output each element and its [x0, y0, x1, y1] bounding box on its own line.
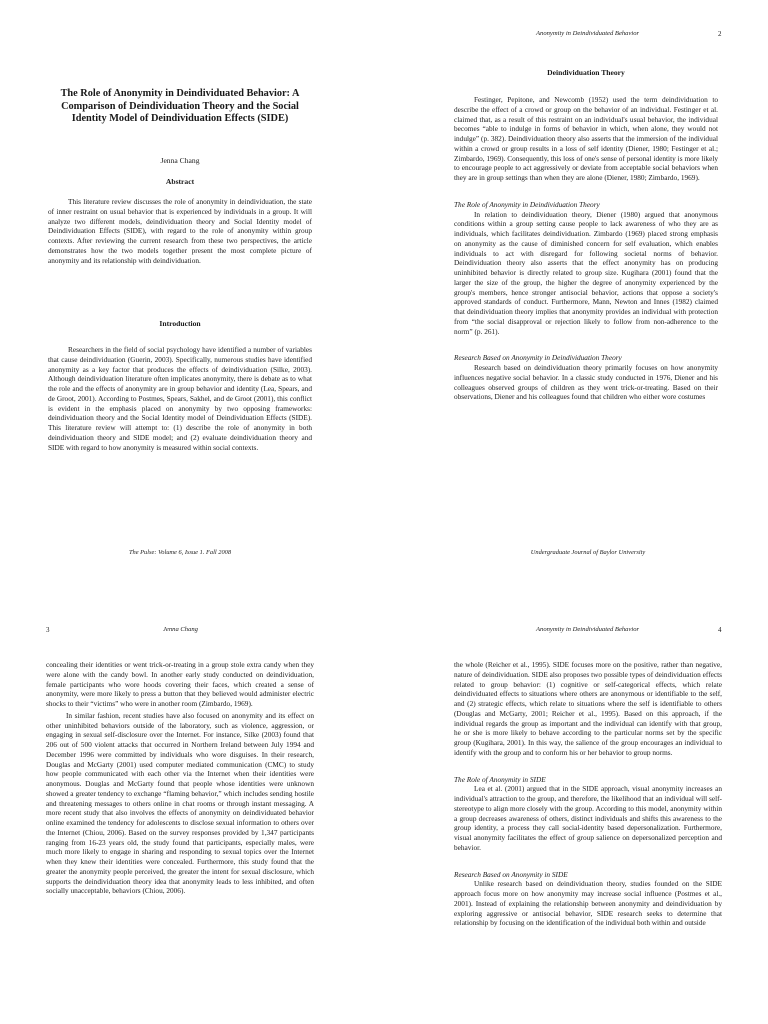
- paragraph: concealing their identities or went trick-or-treating in a group stole extra candy when they were alone with the candy bowl. In another early study conducted on deindividuation, female participants who wore hoods covering their faces, which created a sense of anonymity, were more likely to press a button that they believed would administer electric shocks to their “victims” who were in another room (Zimbardo, 1969).: [46, 660, 314, 708]
- page-number: 3: [46, 626, 50, 634]
- introduction-heading: Introduction: [159, 319, 201, 328]
- abstract-heading: Abstract: [165, 177, 195, 186]
- page-2-body: [454, 95, 718, 402]
- abstract-text: This literature review discusses the role of anonymity in deindividuation, the state of inner restraint on usual behavior that is experienced by individuals in a group. It will analyze two different models, deindividuation theory and Social Identity model of Deindividuation Effects (SIDE), with regard to the role of anonymity within group contexts. After reviewing the current research from these two perspectives, the article demonstrates how the two models together present the most complete picture of anonymity and its relationship with deindividuation.: [48, 197, 312, 265]
- introduction-text: Researchers in the field of social psychology have identified a number of variables that cause deindividuation (Guerin, 2003). Specifically, numerous studies have identified anonymity as a key factor that produces the effects of deindividuation (Silke, 2003). Although deindividuation literature often implicates anonymity, there is debate as to what the role and the effects of anonymity are in group behavior and identity (Lea, Spears, and de Groot, 2001). According to Postmes, Spears, Sakhel, and de Groot (2001), this conflict is evident in the emphasis placed on anonymity by two opposing frameworks: deindividuation theory and the Social Identity model of Deindividuation Effects (SIDE). This literature review will attempt to: (1) describe the role of anonymity in both deindividuation theory and SIDE model; and (2) evaluate deindividuation theory and SIDE with regard to how anonymity is measured within social contexts.: [48, 345, 312, 452]
- paragraph: Unlike research based on deindividuation theory, studies founded on the SIDE approach focus more on how anonymity may increase social influence (Postmes et al., 2001). Instead of explaining the relationship between anonymity and deindividuation by exploring aggressive or antisocial behavior, SIDE research seeks to determine that relationship by focusing on the identification of the individual both within and outside: [454, 879, 722, 928]
- running-head: Anonymity in Deindividuated Behavior: [536, 626, 640, 633]
- introduction-body: [48, 345, 312, 452]
- page-number: 2: [718, 30, 722, 38]
- paragraph: Research based on deindividuation theory primarily focuses on how anonymity influences negative social behavior. In a classic study conducted in 1976, Diener and his colleagues observed groups of children as they went trick-or-treating. Based on their observations, Diener and his colleagues found that children who either wore costumes: [454, 363, 718, 402]
- subheading: Research Based on Anonymity in Deindividuation Theory: [454, 353, 622, 363]
- paper-title: The Role of Anonymity in Deindividuated Behavior: A Comparison of Deindividuation Theory and the Social Identity Model of Deindividuation Effects (SIDE): [60, 88, 300, 125]
- page-footer: Undergraduate Journal of Baylor University: [530, 549, 646, 556]
- page-2: [384, 0, 768, 556]
- subheading: The Role of Anonymity in Deindividuation Theory: [454, 199, 600, 209]
- page-1: [0, 0, 384, 556]
- paragraph: In relation to deindividuation theory, Diener (1980) argued that anonymous conditions within a group setting cause people to lack awareness of who they are as individuals, which facilitates deindividuation. Zimbardo (1969) placed strong emphasis on anonymity as the cause of diminished concern for self evaluation, which enables individuals to act with disregard for following societal norms of behavior. Deindividuation theory also asserts that the effect anonymity has on producing uninhibited behavior is directly related to group size. Kugihara (2001) found that the larger the size of the group, the higher the degree of anonymity experienced by the group's members, hence stronger antisocial behavior, actions that oppose a society's approved standards of conduct. Furthermore, Mann, Newton and Innes (1982) claimed that deindividuation theory implies that anonymity provides an individual with protection from “the social disapproval or rejection likely to follow from non-adherence to the norm” (p. 261).: [454, 209, 718, 336]
- paragraph: In similar fashion, recent studies have also focused on anonymity and its effect on other uninhibited behaviors outside of the laboratory, such as violence, aggression, or engaging in sexual self-disclosure over the Internet. For instance, Silke (2003) found that 206 out of 500 violent attacks that occurred in Northern Ireland between July 1994 and December 1996 were committed by individuals who wore disguises. In their research, Douglas and McGarty (2001) used computer mediated communication (CMC) to study how people communicated with each other via the Internet when their identities were anonymous. Douglas and McGarty found that people whose identities were unknown showed a greater tendency to exchange “flaming behavior,” which includes sending hostile and threatening messages to others online in chat rooms or through instant messaging. A more recent study that also involves the effects of anonymity on deindividuated behavior online examined the tendency for adolescents to disclose sexual information to others over the Internet (Chiou, 2006). Based on the survey responses provided by 1,347 participants ranging from 16-23 years old, the study found that participants, especially males, were much more likely to engage in sharing and responding to sexual topics over the Internet when they knew their identities were concealed. Furthermore, this study found that the greater the anonymity people perceived, the greater the intent for sexual disclosure, which supports the deindividuation theory idea that anonymity leads to less inhibited, and often socially unacceptable, behaviors (Chiou, 2006).: [46, 710, 314, 896]
- page-4-body: [454, 660, 722, 928]
- page-footer: The Pulse: Volume 6, Issue 1. Fall 2008: [128, 549, 232, 556]
- page-4: [384, 512, 768, 1024]
- title-block: [48, 88, 312, 126]
- running-head: Anonymity in Deindividuated Behavior: [536, 30, 640, 37]
- paragraph: the whole (Reicher et al., 1995). SIDE focuses more on the positive, rather than negative, nature of deindividuation. SIDE also proposes two possible types of deindividuation effects related to group behavior: (1) cognitive or self-categorical effects, which relate deindividuated effects to situations where others are anonymous or identifiable to the self, and (2) strategic effects, which relate to situations where the self is identifiable to others (Douglas and McGarty, 2001; Reicher et al., 1995). Based on this approach, if the individual regards the group as important and the individual can identify with that group, he or she is more likely to behave according to the particular norms set by the specific group (Kugihara, 2001). In this way, the salience of the group encourages an individual to identify with the group and to conform his or her behavior to group norms.: [454, 660, 722, 757]
- page-3-body: [46, 660, 314, 896]
- page-3: [0, 512, 384, 1024]
- paragraph: Festinger, Pepitone, and Newcomb (1952) used the term deindividuation to describe the effect of a crowd or group on the behavior of an individual. Festinger et al. claimed that, as a result of this restraint on an individual's usual behavior, the individual becomes “able to indulge in forms of behavior in which, when alone, they would not indulge” (p. 382). Deindividuation theory also asserts that the immersion of the individual within a crowd or group results in a loss of self identity (Diener, 1980; Festinger et al.; Zimbardo, 1969). Consequently, this loss of one's sense of personal identity is more likely to encourage people to act aggressively or deviate from acceptable social behaviors when they are in group settings than when they are alone (Diener, 1980; Zimbardo, 1969).: [454, 95, 718, 182]
- author: Jenna Chang: [160, 156, 200, 165]
- subheading: The Role of Anonymity in SIDE: [454, 774, 546, 784]
- subheading: Research Based on Anonymity in SIDE: [454, 869, 568, 879]
- abstract-body: [48, 197, 312, 265]
- paragraph: Lea et al. (2001) argued that in the SIDE approach, visual anonymity increases an individual's attraction to the group, and therefore, the likelihood that an individual will self-stereotype to align more closely with the group. According to this model, anonymity within a group decreases awareness of others, distinct individuals and shifts this awareness to the group identity, a process they call social-identity based depersonalization. Furthermore, visual anonymity facilitates the effect of group salience on depersonalized perception and behavior.: [454, 784, 722, 852]
- running-head: Jenna Chang: [163, 626, 198, 633]
- section-heading: Deindividuation Theory: [547, 68, 625, 77]
- page-number: 4: [718, 626, 722, 634]
